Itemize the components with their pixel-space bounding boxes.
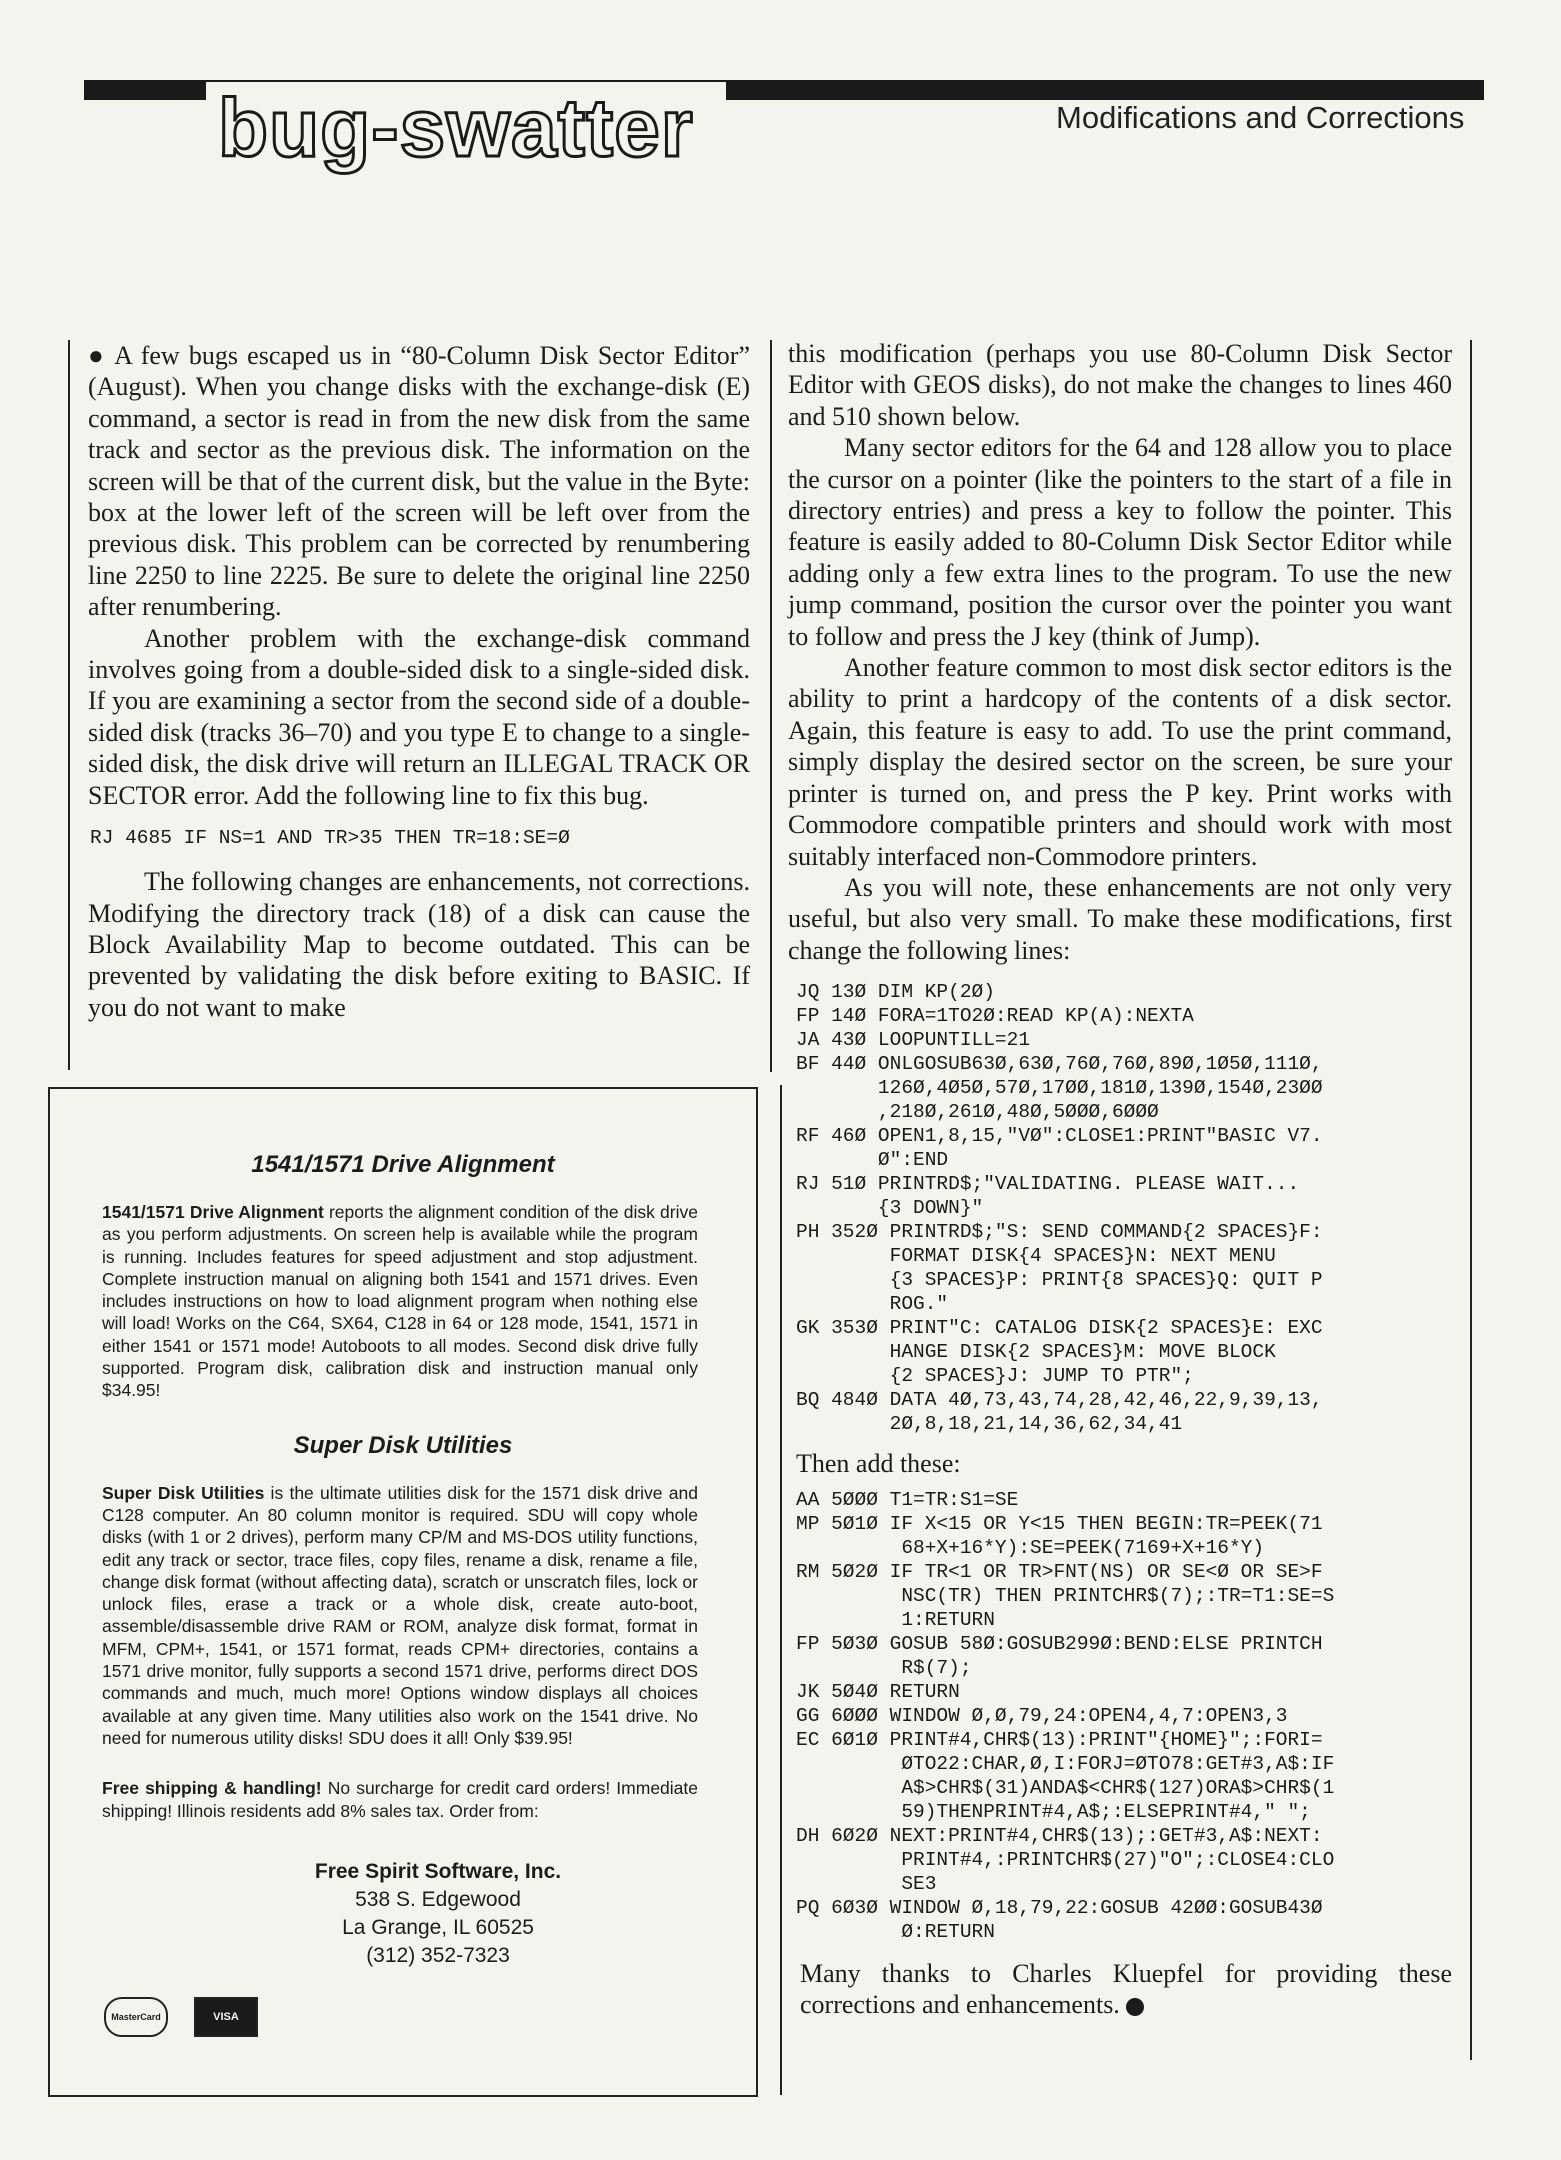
right-column xyxy=(788,338,1452,2020)
code-listing-additions: AA 5ØØØ T1=TR:S1=SE MP 5Ø1Ø IF X<15 OR Y<15 THEN BEGIN:TR=PEEK(71 68+X+16*Y):SE=PEEK(7169+X+16*Y) RM 5Ø2Ø IF TR<1 OR TR>FNT(NS) OR SE<Ø OR SE>F NSC(TR) THEN PRINTCHR$(7);:TR=T1:SE=S 1:RETURN FP 5Ø3Ø GOSUB 58Ø:GOSUB299Ø:BEND:ELSE PRINTCH R$(7); JK 5Ø4Ø RETURN GG 6ØØØ WINDOW Ø,Ø,79,24:OPEN4,4,7:OPEN3,3 EC 6Ø1Ø PRINT#4,CHR$(13):PRINT"{HOME}";:FORI= ØTO22:CHAR,Ø,I:FORJ=ØTO78:GET#3,A$:IF A$>CHR$(31)ANDA$<CHR$(127)ORA$>CHR$(1 59)THENPRINT#4,A$;:ELSEPRINT#4," "; DH 6Ø2Ø NEXT:PRINT#4,CHR$(13);:GET#3,A$:NEXT: PRINT#4,:PRINTCHR$(27)"O";:CLOSE4:CLO SE3 PQ 6Ø3Ø WINDOW Ø,18,79,22:GOSUB 42ØØ:GOSUB43Ø Ø:RETURN xyxy=(796,1488,1335,1943)
company-name: Free Spirit Software, Inc. xyxy=(314,1859,562,1883)
end-of-article-icon xyxy=(1126,1998,1144,2016)
phone-number: (312) 352-7323 xyxy=(366,1943,510,1967)
then-add-heading: Then add these: xyxy=(796,1449,961,1479)
left-top-rule xyxy=(68,340,70,1070)
street-address: 538 S. Edgewood xyxy=(355,1887,521,1911)
right-edge-rule xyxy=(1470,340,1472,2060)
right-para-1: this modification (perhaps you use 80-Column Disk Sector Editor with GEOS disks), do not make the changes to lines 460 and 510 shown below. xyxy=(788,339,1452,431)
ad-title-super-disk: Super Disk Utilities xyxy=(293,1431,513,1459)
left-para-3: The following changes are enhancements, not corrections. Modifying the directory track (18) of a disk can cause the Block Availability Map to become outdated. This can be prevented by validating the disk before exiting to BASIC. If you do not want to make xyxy=(88,867,750,1022)
column-rule-lower xyxy=(780,1085,782,2095)
right-para-4: As you will note, these enhancements are not only very useful, but also very small. To make these modifications, first change the following lines: xyxy=(788,872,1452,965)
column-subtitle: Modifications and Corrections xyxy=(1056,100,1465,135)
column-logo: bug-swatter xyxy=(218,83,694,174)
advertisement-box xyxy=(48,1087,758,2097)
ad-body-drive-alignment: 1541/1571 Drive Alignment reports the alignment condition of the disk drive as you perform adjustments. On screen help is available while the program is running. Includes features for speed adjustment and stop adjustment. Complete instruction manual on aligning both 1541 and 1571 drives. Even includes instructions on how to load alignment program when nothing else will load! Works on the C64, SX64, C128 in 64 or 128 mode, 1541, 1571 in either 1541 or 1571 mode! Autoboots to all modes. Second disk drive fully supported. Program disk, calibration disk and instruction manual only $34.95! xyxy=(102,1202,698,1401)
ad-title-drive-alignment: 1541/1571 Drive Alignment xyxy=(251,1151,555,1178)
left-column xyxy=(88,340,750,1023)
bullet-icon: ● xyxy=(88,341,115,370)
visa-icon: VISA xyxy=(194,1997,258,2037)
mastercard-icon: MasterCard xyxy=(104,1997,168,2037)
left-para-1: ● A few bugs escaped us in “80-Column Disk Sector Editor” (August). When you change disks with the exchange-disk (E) command, a sector is read in from the new disk from the same track and sector as the previous disk. The information on the screen will be that of the current disk, but the value in the Byte: box at the lower left of the screen will be left over from the previous disk. This problem can be corrected by renumbering line 2250 to line 2225. Be sure to delete the original line 2250 after renumbering. xyxy=(88,341,750,622)
city-address: La Grange, IL 60525 xyxy=(342,1915,534,1939)
ad-body-super-disk: Super Disk Utilities is the ultimate utilities disk for the 1571 disk drive and C128 computer. An 80 column monitor is required. SDU will copy whole disks (with 1 or 2 drives), perform many CP/M and MS-DOS utility functions, edit any track or sector, trace files, copy files, rename a disk, rename a file, change disk format (without affecting data), scratch or unscratch files, lock or unlock files, erase a track or a whole disk, create auto-boot, assemble/disassemble drive RAM or ROM, analyze disk format, format in MFM, CPM+, 1541, or 1571 format, reads CPM+ directories, contains a 1571 drive monitor, fully supports a second 1571 drive, performs direct DOS commands and much, much more! Options window displays all choices available at any given time. Many utilities also work on the 1541 drive. No need for numerous utility disks! SDU does it all! Only $39.95! xyxy=(102,1482,698,1748)
ad-address xyxy=(50,1858,756,1970)
column-rule-upper xyxy=(770,340,772,1072)
ad-shipping-note: Free shipping & handling! No surcharge for credit card orders! Immediate shipping! Illinois residents add 8% sales tax. Order from: xyxy=(102,1778,698,1821)
left-para-2: Another problem with the exchange-disk command involves going from a double-sided disk to a single-sided disk. If you are examining a sector from the second side of a double-sided disk (tracks 36–70) and you type E to change to a single-sided disk, the disk drive will return an ILLEGAL TRACK OR SECTOR error. Add the following line to fix this bug. xyxy=(88,623,750,810)
right-para-2: Many sector editors for the 64 and 128 allow you to place the cursor on a pointer (like the pointers to the start of a file in directory entries) and press a key to follow the pointer. This feature is easily added to 80-Column Disk Sector Editor while adding only a few extra lines to the program. To use the new jump command, position the cursor over the pointer you want to follow and press the J key (think of Jump). xyxy=(788,433,1452,651)
code-listing-changes: JQ 13Ø DIM KP(2Ø) FP 14Ø FORA=1TO2Ø:READ KP(A):NEXTA JA 43Ø LOOPUNTILL=21 BF 44Ø ONLGOSUB63Ø,63Ø,76Ø,76Ø,89Ø,1Ø5Ø,111Ø, 126Ø,4Ø5Ø,57Ø,17ØØ,181Ø,139Ø,154Ø,23ØØ ,218Ø,261Ø,48Ø,5ØØØ,6ØØØ RF 46Ø OPEN1,8,15,"VØ":CLOSE1:PRINT"BASIC V7. Ø":END RJ 51Ø PRINTRD$;"VALIDATING. PLEASE WAIT... {3 DOWN}" PH 352Ø PRINTRD$;"S: SEND COMMAND{2 SPACES}F: FORMAT DISK{4 SPACES}N: NEXT MENU {3 SPACES}P: PRINT{8 SPACES}Q: QUIT P ROG." GK 353Ø PRINT"C: CATALOG DISK{2 SPACES}E: EXC HANGE DISK{2 SPACES}M: MOVE BLOCK {2 SPACES}J: JUMP TO PTR"; BQ 484Ø DATA 4Ø,73,43,74,28,42,46,22,9,39,13, 2Ø,8,18,21,14,36,62,34,41 xyxy=(796,981,1323,1436)
thanks-para: Many thanks to Charles Kluepfel for providing these corrections and enhancements. xyxy=(800,1958,1452,2019)
right-para-3: Another feature common to most disk sector editors is the ability to print a hardcopy of the contents of a disk sector. Again, this feature is easy to add. To use the print command, simply display the desired sector on the screen, be sure your printer is turned on, and press the P key. Print works with Commodore compatible printers and should work with most suitably interfaced non-Commodore printers. xyxy=(788,653,1452,871)
code-fix-line: RJ 4685 IF NS=1 AND TR>35 THEN TR=18:SE=Ø xyxy=(90,827,570,850)
